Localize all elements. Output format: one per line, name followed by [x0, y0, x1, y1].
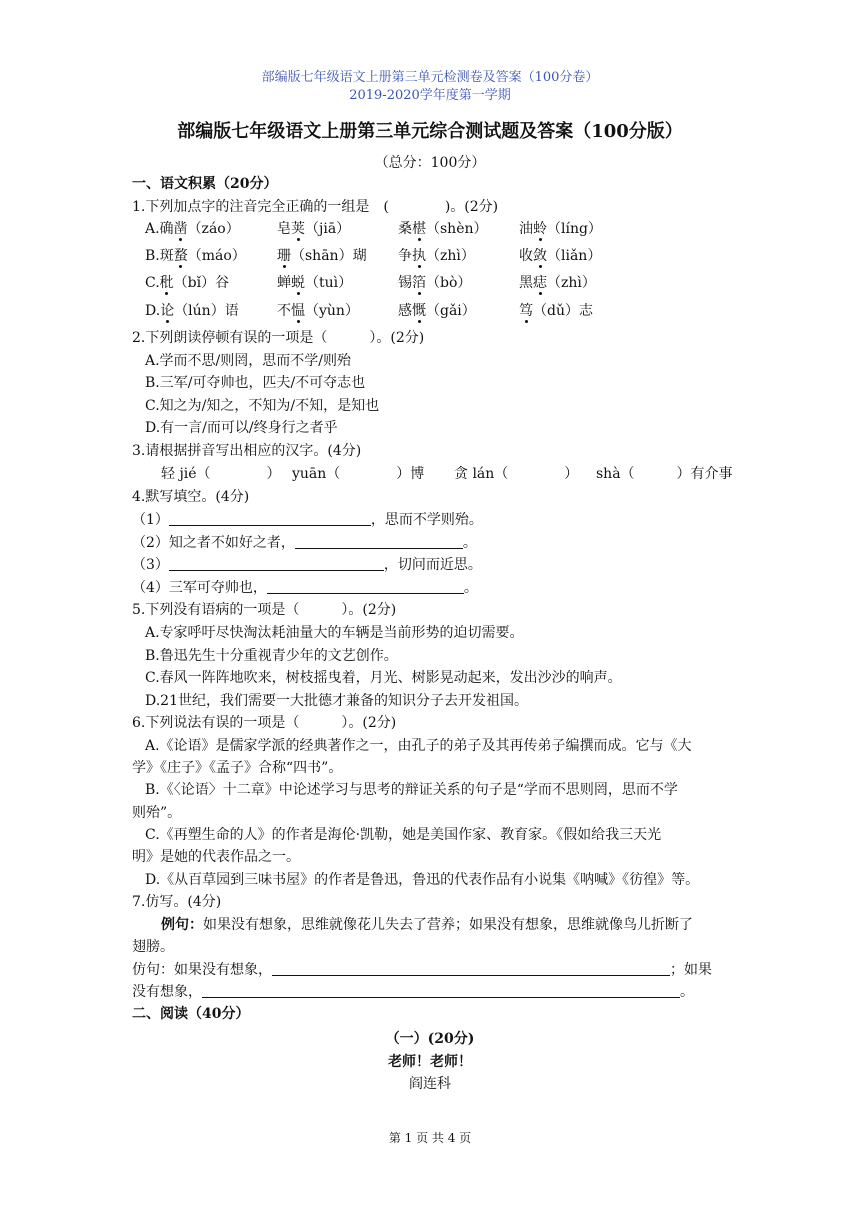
question-1-stem: 1.下列加点字的注音完全正确的一组是 ( )。(2分) [132, 199, 499, 215]
passage-title: 老师！老师！ [388, 1054, 472, 1070]
total-score: （总分：100分） [374, 155, 486, 171]
q4-blank-3[interactable] [169, 556, 384, 571]
q3-item-3: 贪 lán（ ） [454, 466, 579, 482]
q1-row-c-1: C.秕（bǐ）谷 [145, 275, 230, 291]
q7-blank-2[interactable] [202, 983, 680, 998]
running-header-line2: 2019-2020学年度第一学期 [349, 88, 511, 103]
q2-option-a: A.学而不思/则罔，思而不学/则殆 [145, 353, 351, 369]
q7-imitation-line-2: 没有想象， 。 [132, 984, 694, 1000]
q1-row-d-3: 感慨（gǎi） [398, 303, 476, 319]
q1-row-c-4: 黑痣（zhì） [519, 275, 596, 291]
q4-blank-1[interactable] [169, 511, 371, 526]
passage-author: 阎连科 [409, 1076, 451, 1092]
q3-item-1: 轻 jié（ ） [161, 466, 281, 482]
q3-item-4: shà（ ）有介事 [596, 466, 733, 482]
q7-example-line-2: 翅膀。 [132, 939, 174, 955]
q4-item-2: （2）知之者不如好之者， 。 [132, 535, 477, 551]
q6-line-1: A.《论语》是儒家学派的经典著作之一，由孔子的弟子及其再传弟子编撰而成。它与《大 [145, 738, 692, 754]
q4-item-1: （1） ，思而不学则殆。 [132, 512, 483, 528]
section-heading-1: 一、语文积累（20分） [132, 176, 278, 192]
q3-item-2: yuān（ ）博 [292, 466, 425, 482]
q1-row-d-4: 笃（dǔ）志 [519, 303, 593, 319]
question-2-stem: 2.下列朗读停顿有误的一项是（ ）。(2分) [132, 330, 425, 346]
page-number-footer: 第 1 页 共 4 页 [388, 1131, 472, 1145]
q1-row-b-3: 争执（zhì） [398, 248, 475, 264]
question-4-stem: 4.默写填空。(4分) [132, 489, 250, 505]
question-3-stem: 3.请根据拼音写出相应的汉字。(4分) [132, 443, 362, 459]
question-7-stem: 7.仿写。(4分) [132, 894, 222, 910]
q1-row-a-2: 皂荚（jiā） [277, 221, 351, 237]
q5-option-b: B.鲁迅先生十分重视青少年的文艺创作。 [145, 648, 398, 664]
q1-row-c-3: 锡箔（bò） [398, 275, 472, 291]
q5-option-d: D.21世纪，我们需要一大批德才兼备的知识分子去开发祖国。 [145, 693, 528, 709]
q1-row-a-1: A.确凿（záo） [145, 221, 240, 237]
running-header-line1: 部编版七年级语文上册第三单元检测卷及答案（100分卷） [261, 70, 599, 85]
q6-line-4: 则殆”。 [132, 805, 182, 821]
reading-part-1-heading: （一）(20分) [385, 1031, 475, 1047]
q2-option-c: C.知之为/知之，不知为/不知，是知也 [145, 398, 380, 414]
q5-option-a: A.专家呼吁尽快淘汰耗油量大的车辆是当前形势的迫切需要。 [145, 625, 524, 641]
q5-option-c: C.春风一阵阵地吹来，树枝摇曳着，月光、树影晃动起来，发出沙沙的响声。 [145, 670, 622, 686]
q6-line-5: C.《再塑生命的人》的作者是海伦·凯勒，她是美国作家、教育家。《假如给我三天光 [145, 827, 662, 843]
q2-option-b: B.三军/可夺帅也，匹夫/不可夺志也 [145, 375, 366, 391]
q1-row-b-1: B.斑蝥（máo） [145, 248, 246, 264]
section-heading-2: 二、阅读（40分） [132, 1006, 250, 1022]
q6-line-3: B.《〈论语〉十二章》中论述学习与思考的辩证关系的句子是“学而不思则罔，思而不学 [145, 782, 678, 798]
q4-item-4: （4）三军可夺帅也， 。 [132, 580, 478, 596]
q1-row-a-3: 桑椹（shèn） [398, 221, 488, 237]
q6-line-6: 明》是她的代表作品之一。 [132, 849, 300, 865]
q1-row-d-2: 不愠（yùn） [277, 303, 359, 319]
question-6-stem: 6.下列说法有误的一项是（ ）。(2分) [132, 715, 397, 731]
q4-blank-4[interactable] [267, 579, 464, 594]
q1-row-b-2: 珊（shān）瑚 [277, 248, 367, 264]
q2-option-d: D.有一言/而可以/终身行之者乎 [145, 420, 338, 436]
q1-row-a-4: 油蛉（líng） [519, 221, 602, 237]
q6-line-7: D.《从百草园到三味书屋》的作者是鲁迅，鲁迅的代表作品有小说集《呐喊》《彷徨》等。 [145, 872, 700, 888]
q1-row-c-2: 蝉蜕（tuì） [277, 275, 353, 291]
document-title: 部编版七年级语文上册第三单元综合测试题及答案（100分版） [177, 121, 683, 142]
q4-blank-2[interactable] [295, 534, 463, 549]
q1-row-b-4: 收敛（liǎn） [519, 248, 602, 264]
q4-item-3: （3） ，切问而近思。 [132, 557, 482, 573]
q6-line-2: 学》《庄子》《孟子》合称“四书”。 [132, 760, 343, 776]
question-5-stem: 5.下列没有语病的一项是（ ）。(2分) [132, 602, 397, 618]
q1-row-d-1: D.论（lún）语 [145, 303, 239, 319]
q7-blank-1[interactable] [272, 961, 670, 976]
q7-example-line-1: 例句：如果没有想象，思维就像花儿失去了营养；如果没有想象，思维就像鸟儿折断了 [161, 917, 693, 933]
q7-imitation-line-1: 仿句：如果没有想象， ；如果 [132, 962, 712, 978]
